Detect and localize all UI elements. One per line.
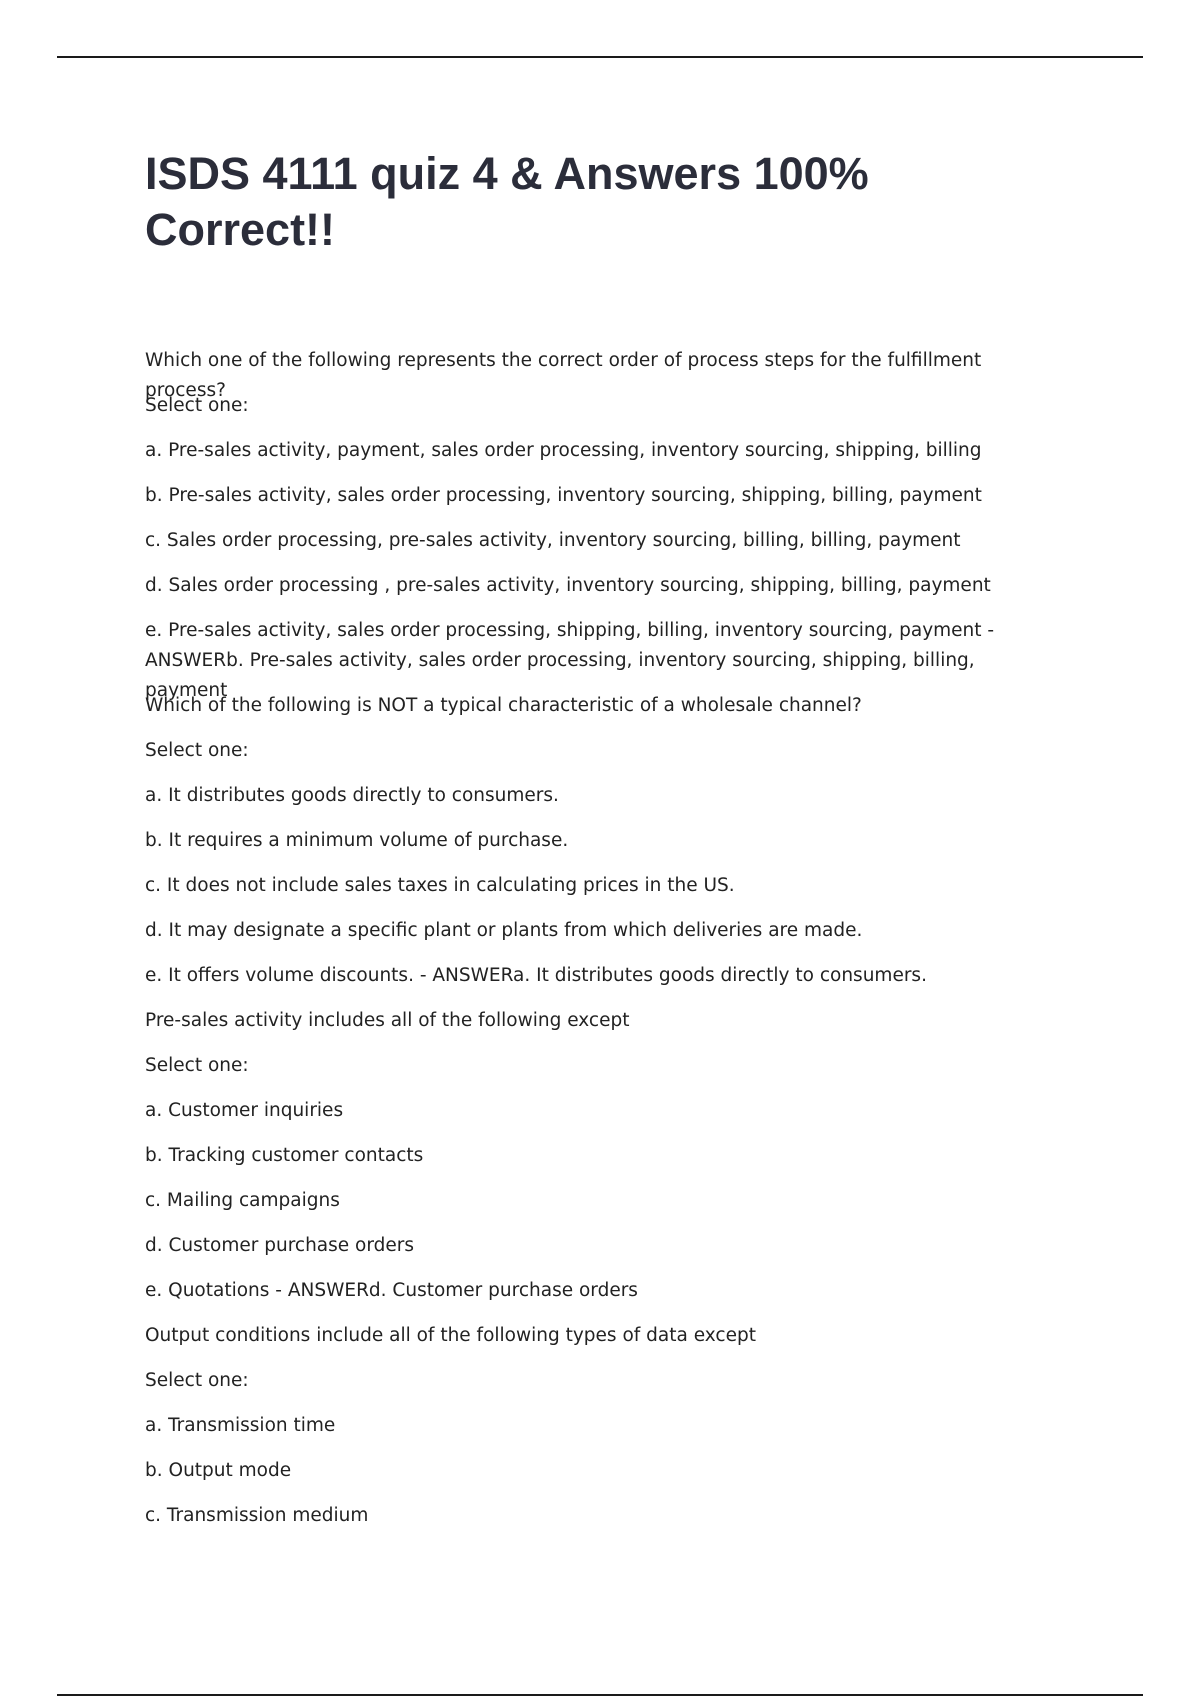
option-text: d. Sales order processing , pre-sales activity, inventory sourcing, shipping, billing, payment — [145, 575, 991, 596]
option-text: a. It distributes goods directly to consumers. — [145, 785, 559, 806]
question-2: Which of the following is NOT a typical characteristic of a wholesale channel? — [145, 695, 862, 716]
option-text: a. Transmission time — [145, 1415, 336, 1436]
option-text: c. Mailing campaigns — [145, 1190, 340, 1211]
option-text: c. It does not include sales taxes in calculating prices in the US. — [145, 875, 735, 896]
option-text: d. It may designate a specific plant or plants from which deliveries are made. — [145, 920, 863, 941]
select-prompt: Select one: — [145, 395, 249, 416]
question-1: Which one of the following represents the correct order of process steps for the fulfillment process? — [145, 350, 982, 401]
option-text: b. It requires a minimum volume of purchase. — [145, 830, 569, 851]
select-prompt: Select one: — [145, 740, 249, 761]
bottom-rule — [57, 1694, 1143, 1696]
option-text: b. Output mode — [145, 1460, 292, 1481]
option-text: d. Customer purchase orders — [145, 1235, 415, 1256]
option-text: a. Pre-sales activity, payment, sales order processing, inventory sourcing, shipping, billing — [145, 440, 982, 461]
option-with-answer: e. It offers volume discounts. - ANSWERa. It distributes goods directly to consumers. — [145, 965, 927, 986]
option-with-answer: e. Quotations - ANSWERd. Customer purchase orders — [145, 1280, 638, 1301]
select-prompt: Select one: — [145, 1055, 249, 1076]
option-text: a. Customer inquiries — [145, 1100, 344, 1121]
option-text: b. Pre-sales activity, sales order processing, inventory sourcing, shipping, billing, payment — [145, 485, 982, 506]
document-body — [145, 346, 1045, 1546]
question-4: Output conditions include all of the following types of data except — [145, 1325, 756, 1346]
option-with-answer: e. Pre-sales activity, sales order processing, shipping, billing, inventory sourcing, payment - ANSWERb. Pre-sales activity, sales order processing, inventory sourcing, shipping, billing, payment — [145, 620, 995, 701]
top-rule — [57, 56, 1143, 58]
option-text: b. Tracking customer contacts — [145, 1145, 424, 1166]
document-title: ISDS 4111 quiz 4 & Answers 100% Correct!! — [145, 148, 869, 255]
option-text: c. Transmission medium — [145, 1505, 369, 1526]
question-3: Pre-sales activity includes all of the following except — [145, 1010, 630, 1031]
select-prompt: Select one: — [145, 1370, 249, 1391]
option-text: c. Sales order processing, pre-sales activity, inventory sourcing, billing, billing, payment — [145, 530, 961, 551]
